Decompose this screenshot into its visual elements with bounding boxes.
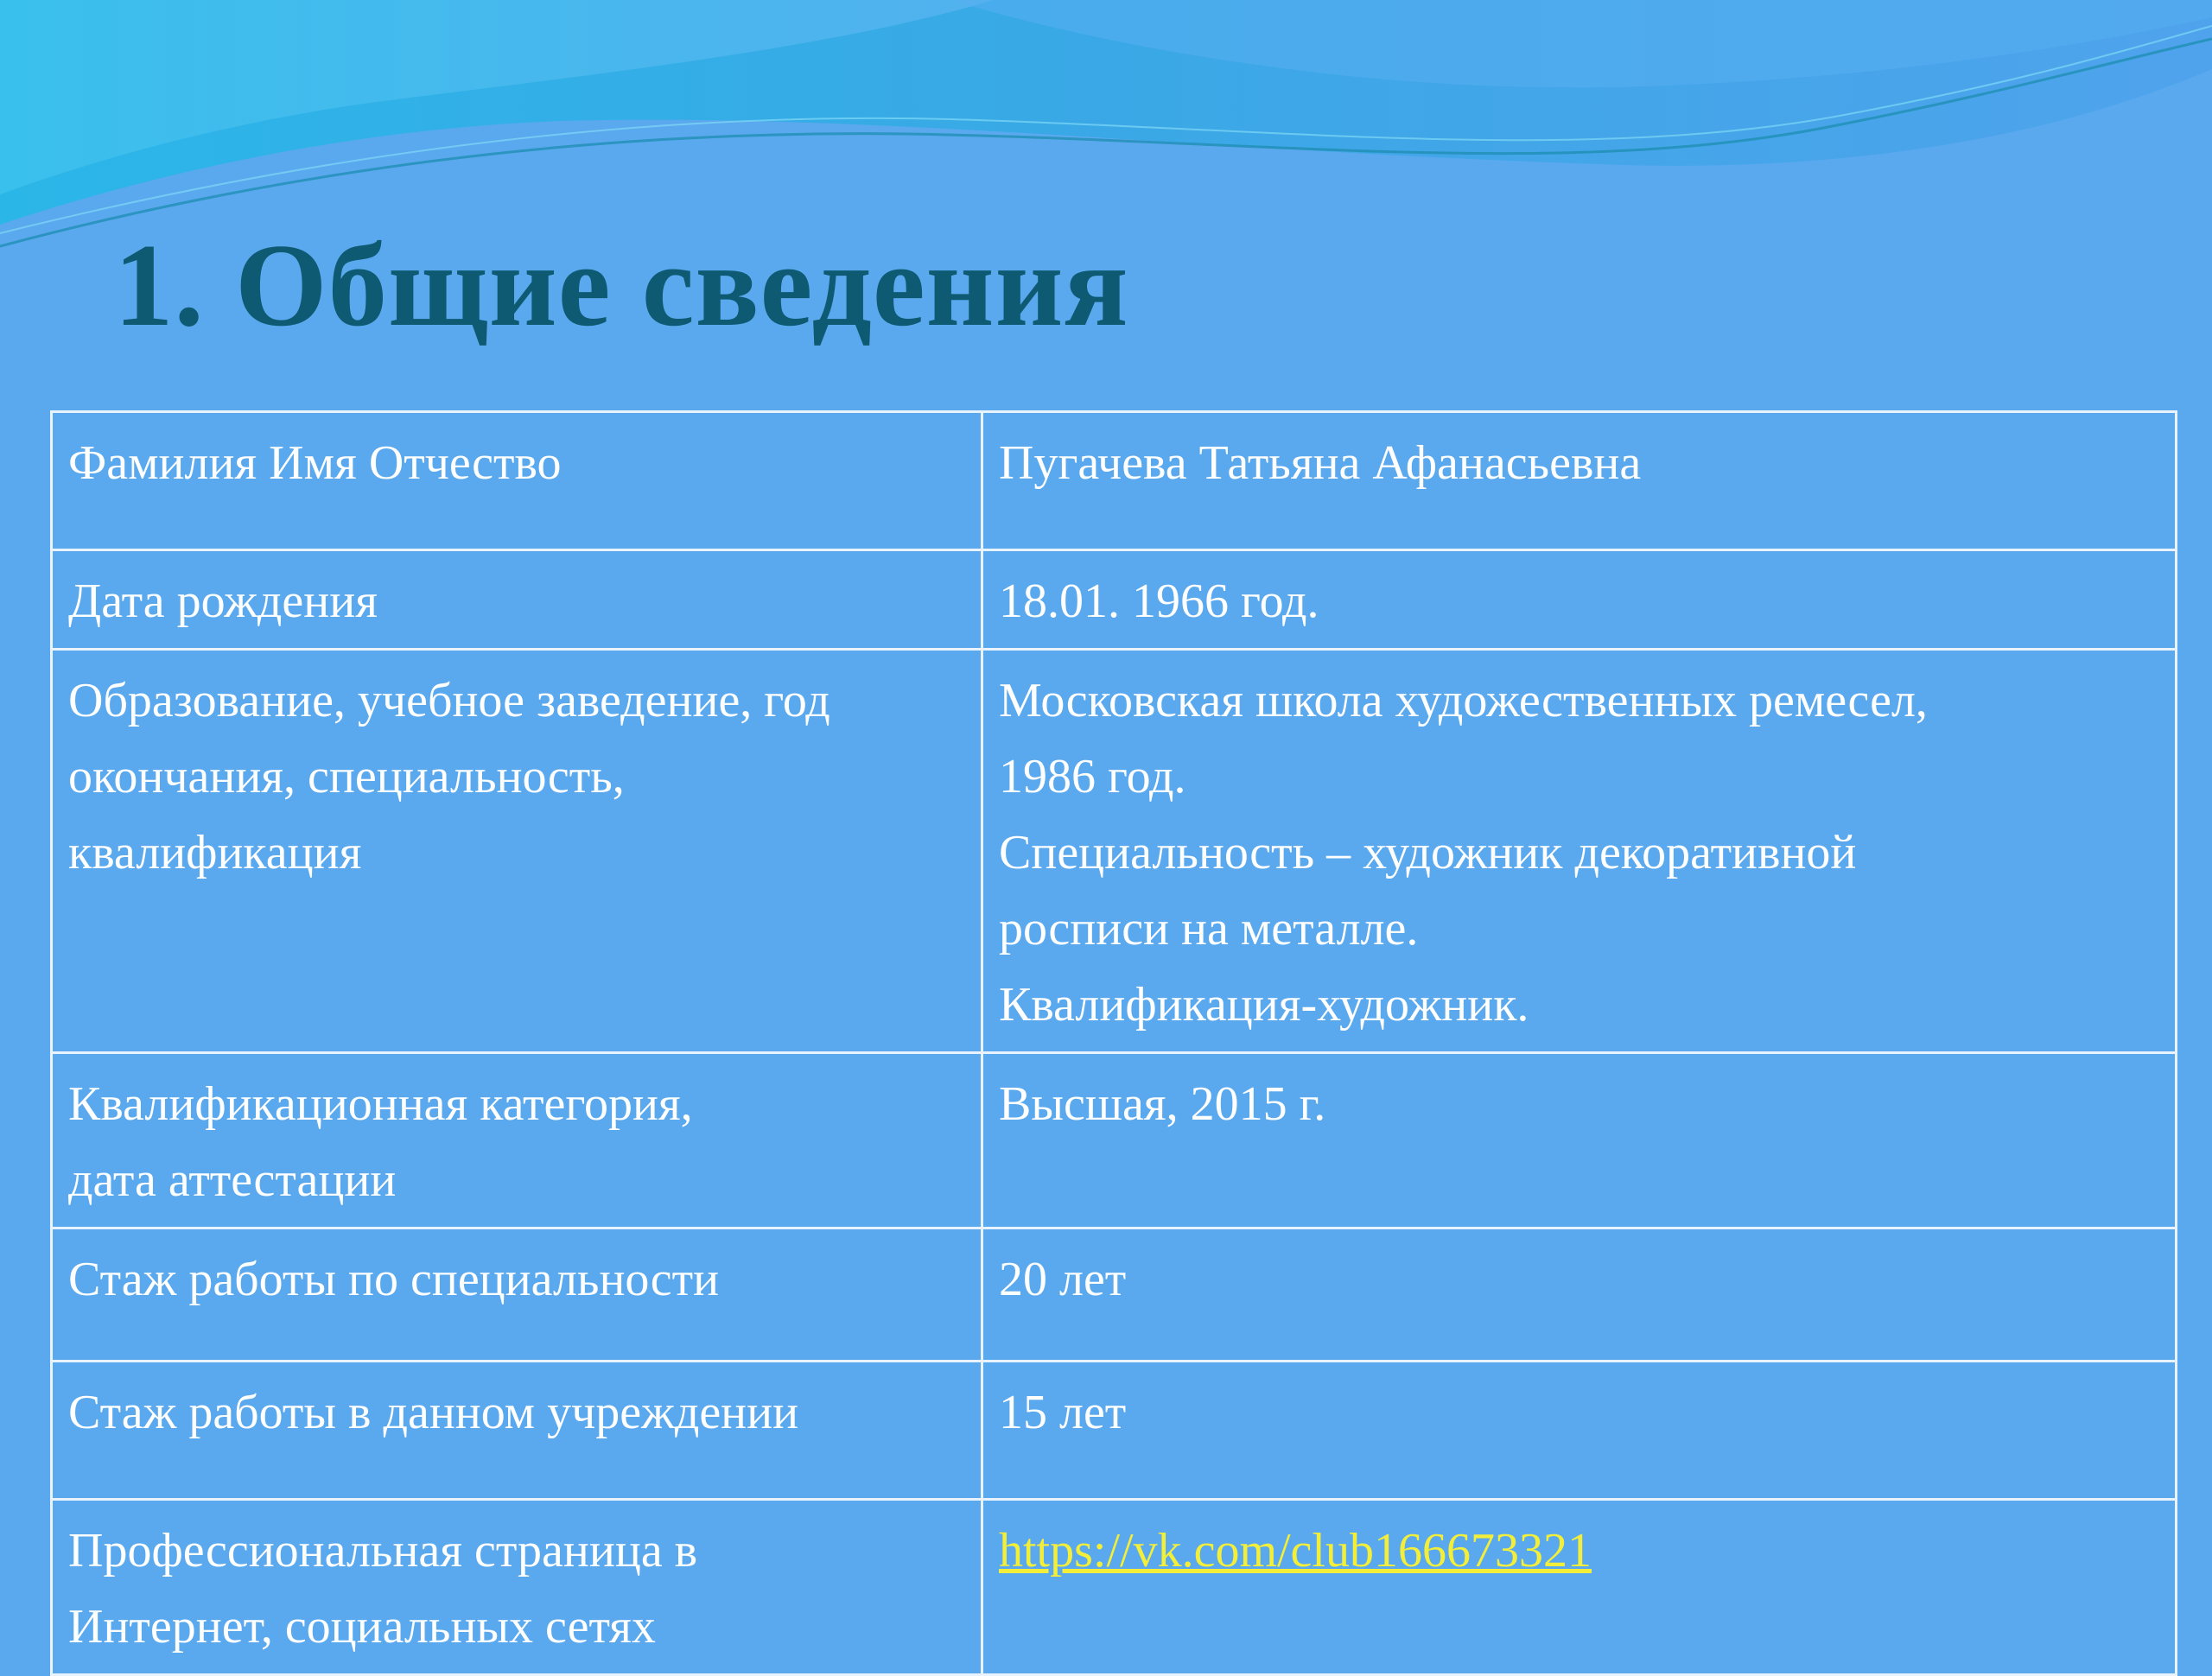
table-row (52, 412, 2177, 550)
row-label-cell (52, 1228, 982, 1362)
row-label-line: Образование, учебное заведение, год (68, 674, 830, 727)
row-value-cell (982, 550, 2177, 650)
row-label-cell (52, 650, 982, 1053)
row-label-line: дата аттестации (68, 1153, 397, 1207)
row-value-line: росписи на металле. (999, 902, 1419, 955)
row-label-line: Дата рождения (68, 575, 378, 628)
slide-title: 1. Общие сведения (114, 219, 1129, 351)
row-value-line: Московская школа художественных ремесел, (999, 674, 1928, 727)
row-value-line: 1986 год. (999, 750, 1186, 803)
row-value-line: Специальность – художник декоративной (999, 826, 1857, 879)
row-label-line: окончания, специальность, (68, 750, 625, 803)
table-row (52, 1362, 2177, 1500)
row-label-cell (52, 1500, 982, 1675)
table-row (52, 1500, 2177, 1675)
row-value-cell (982, 650, 2177, 1053)
row-label-line: Профессиональная страница в (68, 1524, 698, 1578)
table-row (52, 550, 2177, 650)
table-row (52, 1053, 2177, 1228)
row-label-cell (52, 1362, 982, 1500)
table-row (52, 650, 2177, 1053)
table-row (52, 1228, 2177, 1362)
row-label-line: Фамилия Имя Отчество (68, 436, 562, 490)
row-label-line: Интернет, социальных сетях (68, 1600, 656, 1654)
row-label-cell (52, 412, 982, 550)
row-label-cell (52, 1053, 982, 1228)
row-label-line: Квалификационная категория, (68, 1077, 693, 1131)
row-label-cell (52, 550, 982, 650)
row-value-line: Квалификация-художник. (999, 978, 1529, 1032)
row-value-line: Высшая, 2015 г. (999, 1077, 1326, 1131)
vk-profile-link[interactable]: https://vk.com/club166673321 (999, 1524, 1592, 1578)
row-value-cell (982, 1362, 2177, 1500)
row-value-cell (982, 412, 2177, 550)
row-label-line: Стаж работы в данном учреждении (68, 1386, 799, 1439)
info-table (50, 410, 2177, 1676)
row-value-line: Пугачева Татьяна Афанасьевна (999, 436, 1642, 490)
row-value-cell (982, 1053, 2177, 1228)
row-value-line: 20 лет (999, 1253, 1127, 1306)
row-value-cell (982, 1500, 2177, 1675)
row-label-line: Стаж работы по специальности (68, 1253, 720, 1306)
row-label-line: квалификация (68, 826, 362, 879)
row-value-cell (982, 1228, 2177, 1362)
row-value-line: 18.01. 1966 год. (999, 575, 1319, 628)
row-value-line: 15 лет (999, 1386, 1127, 1439)
